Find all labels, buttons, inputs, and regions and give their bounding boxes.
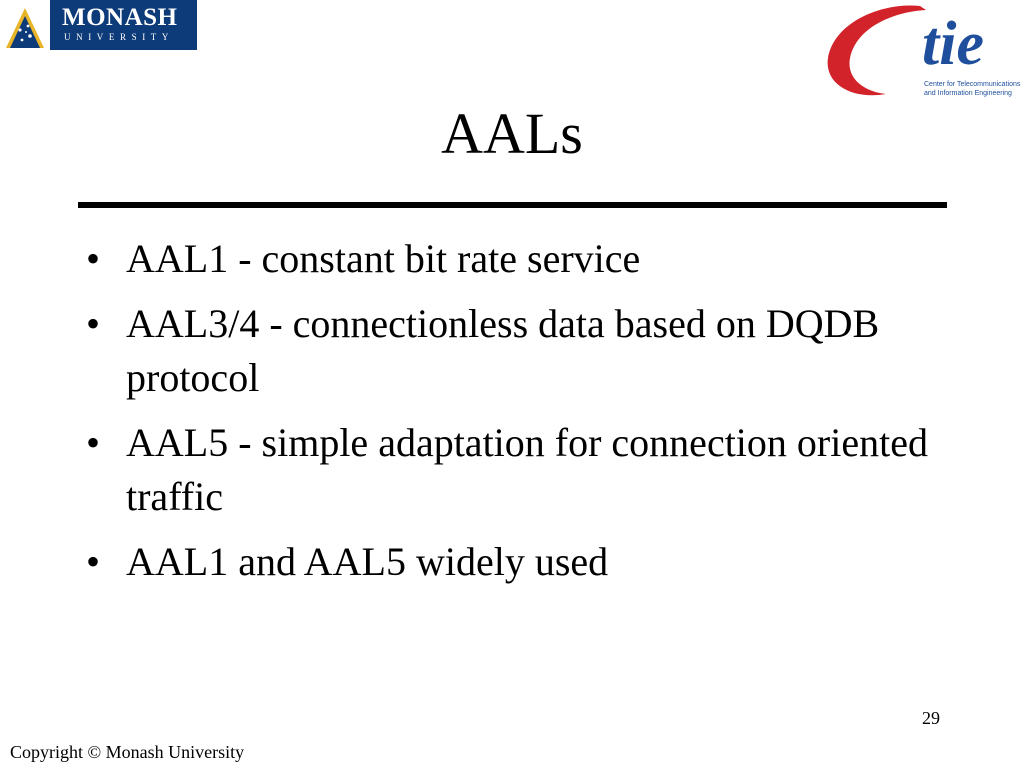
ctie-tagline-line-2: and Information Engineering — [924, 90, 1012, 97]
bullet-marker: • — [86, 301, 101, 346]
monash-logo-name: MONASH — [62, 4, 178, 31]
bullet-list — [82, 232, 962, 600]
bullet-text: AAL3/4 - connectionless data based on DQDB protocol — [126, 301, 880, 400]
page-number: 29 — [922, 708, 940, 728]
slide-title: AALs — [441, 101, 583, 166]
bullet-item — [82, 297, 962, 405]
bullet-item — [82, 232, 962, 286]
title-divider — [78, 202, 947, 208]
bullet-marker: • — [86, 236, 101, 281]
ctie-tagline-line-1: Center for Telecommunications — [924, 81, 1021, 88]
monash-university-logo — [0, 0, 197, 50]
bullet-item — [82, 535, 962, 589]
ctie-logo-tagline — [924, 80, 1020, 98]
copyright-notice: Copyright © Monash University — [10, 742, 245, 762]
ctie-logo — [822, 0, 1024, 105]
bullet-marker: • — [86, 420, 101, 465]
bullet-text: AAL1 - constant bit rate service — [126, 236, 641, 281]
bullet-text: AAL1 and AAL5 widely used — [126, 539, 609, 584]
shield-southern-cross-icon — [0, 0, 50, 50]
bullet-text: AAL5 - simple adaptation for connection oriented traffic — [126, 420, 928, 519]
bullet-marker: • — [86, 539, 101, 584]
bullet-item — [82, 416, 962, 524]
monash-logo-subtitle: UNIVERSITY — [64, 32, 174, 42]
ctie-logo-word: tie — [922, 10, 984, 78]
